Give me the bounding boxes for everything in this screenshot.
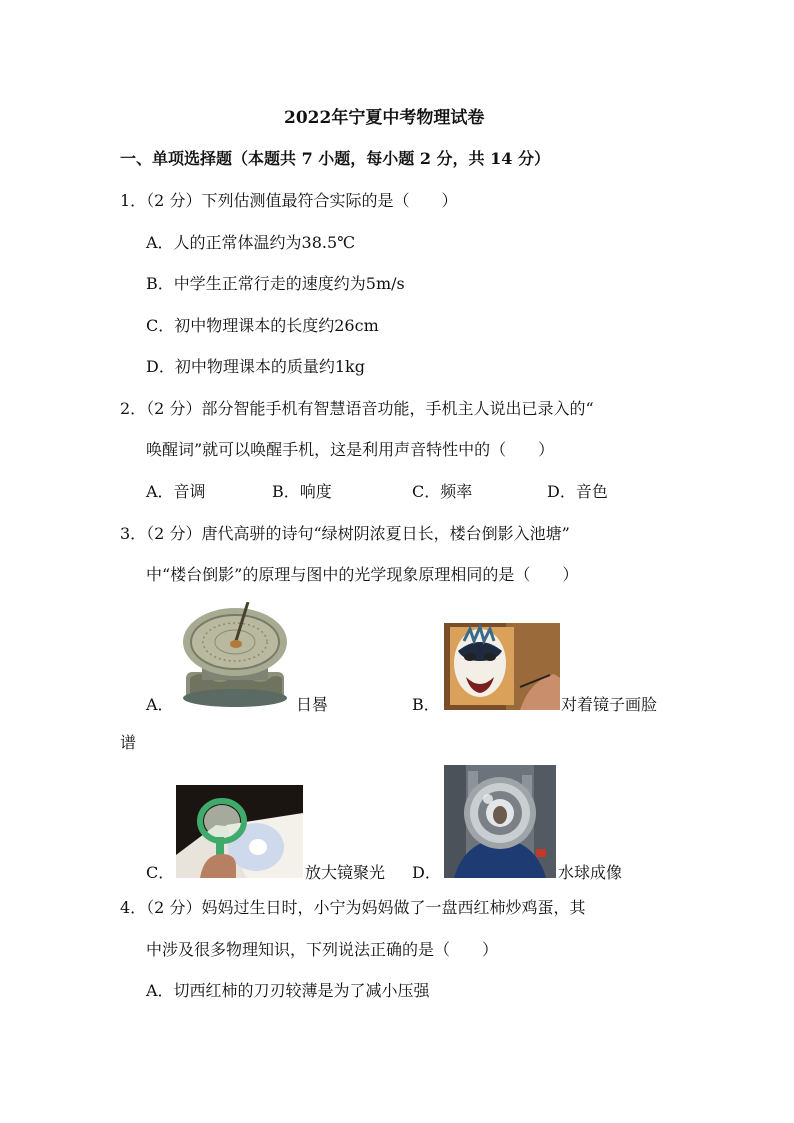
question-2-stem-line2: 唤醒词”就可以唤醒手机，这是利用声音特性中的（ ） bbox=[146, 440, 555, 459]
question-4-stem-line2: 中涉及很多物理知识，下列说法正确的是（ ） bbox=[146, 940, 499, 959]
exam-title: 2022年宁夏中考物理试卷 bbox=[284, 108, 485, 128]
question-3-option-d-letter: D． bbox=[412, 863, 441, 882]
question-3-option-b-caption: 对着镜子画脸 bbox=[561, 695, 658, 714]
question-2-option-b: B．响度 bbox=[272, 482, 332, 501]
question-2-stem-line1: 2．（2 分）部分智能手机有智慧语音功能，手机主人说出已录入的“ bbox=[120, 399, 594, 418]
question-1-option-a: A．人的正常体温约为38.5℃ bbox=[146, 233, 356, 252]
section-heading: 一、单项选择题（本题共 7 小题，每小题 2 分，共 14 分） bbox=[120, 149, 550, 168]
question-1-option-b: B．中学生正常行走的速度约为5m/s bbox=[146, 274, 405, 293]
question-3-option-c-letter: C． bbox=[146, 863, 175, 882]
question-1-option-d: D．初中物理课本的质量约1kg bbox=[146, 357, 365, 376]
question-3-stem-line2: 中“楼台倒影”的原理与图中的光学现象原理相同的是（ ） bbox=[146, 565, 579, 584]
face-painting-mirror-image bbox=[444, 623, 560, 710]
question-3-option-a-letter: A． bbox=[146, 695, 174, 714]
magnifier-focusing-image bbox=[176, 785, 303, 878]
water-ball-image bbox=[444, 765, 556, 878]
question-3-option-c-caption: 放大镜聚光 bbox=[305, 863, 386, 882]
question-2-option-c: C．频率 bbox=[412, 482, 473, 501]
question-3-option-d-caption: 水球成像 bbox=[558, 863, 623, 882]
sundial-image bbox=[176, 602, 294, 710]
question-4-stem-line1: 4．（2 分）妈妈过生日时，小宁为妈妈做了一盘西红柿炒鸡蛋，其 bbox=[120, 898, 586, 917]
question-4-option-a: A．切西红柿的刀刃较薄是为了减小压强 bbox=[146, 981, 430, 1000]
question-1-stem: 1．（2 分）下列估测值最符合实际的是（ ） bbox=[120, 191, 458, 210]
question-1-option-c: C．初中物理课本的长度约26cm bbox=[146, 316, 379, 335]
question-2-option-a: A．音调 bbox=[146, 482, 206, 501]
question-3-option-b-caption-wrap: 谱 bbox=[120, 733, 137, 752]
question-2-option-d: D．音色 bbox=[547, 482, 608, 501]
question-3-option-a-caption: 日晷 bbox=[296, 695, 329, 714]
question-3-stem-line1: 3．（2 分）唐代高骈的诗句“绿树阴浓夏日长，楼台倒影入池塘” bbox=[120, 524, 570, 543]
question-3-option-b-letter: B． bbox=[412, 695, 440, 714]
